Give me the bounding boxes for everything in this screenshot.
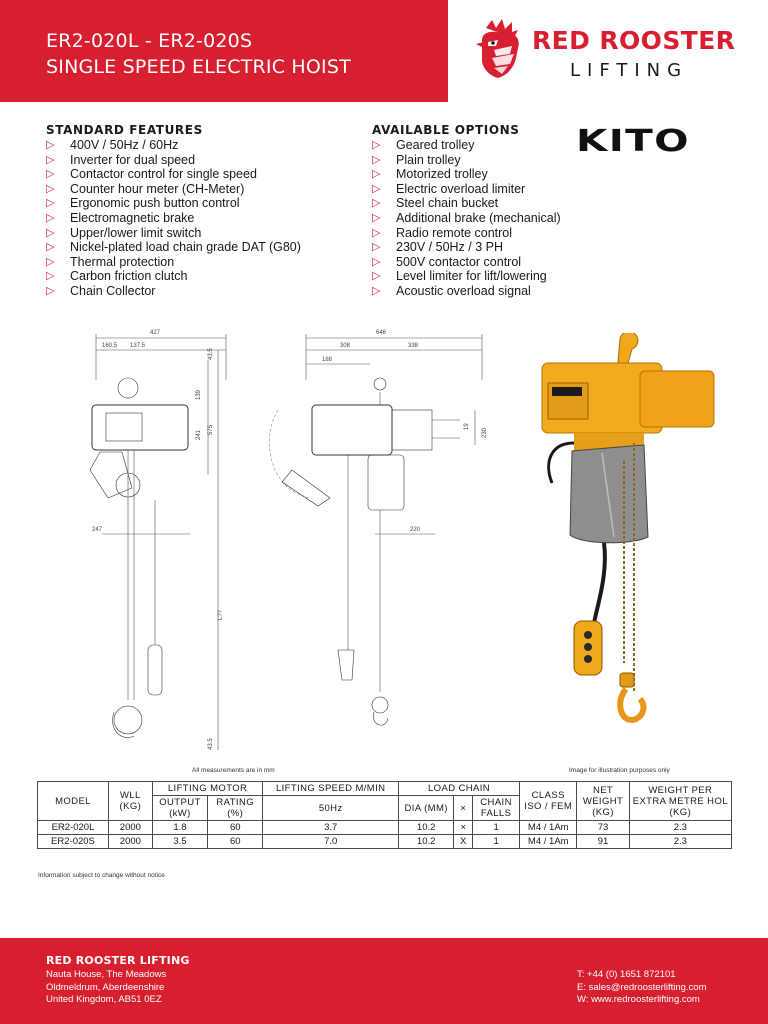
available-options-heading: AVAILABLE OPTIONS (372, 123, 520, 137)
footer-contact (577, 969, 707, 1007)
dim-label: 43.5 (208, 348, 214, 360)
title-line-1: ER2-020L - ER2-020S (46, 30, 253, 52)
dim-label: 575 (208, 424, 214, 435)
cell-output: 3.5 (152, 835, 207, 849)
feature-item: ▷ Chain Collector (46, 284, 301, 299)
option-item: ▷ Additional brake (mechanical) (372, 211, 561, 226)
header-lifting-motor: LIFTING MOTOR (152, 782, 263, 796)
dim-label: 220 (410, 527, 421, 533)
dim-label: 19 (464, 423, 470, 430)
cell-wll: 2000 (108, 835, 152, 849)
cell-falls: 1 (473, 821, 520, 835)
dim-label: 646 (376, 330, 387, 336)
cell-x: × (454, 821, 473, 835)
cell-rating: 60 (208, 821, 263, 835)
brand-name: RED ROOSTER (532, 26, 736, 55)
feature-item: ▷ Contactor control for single speed (46, 167, 301, 182)
cell-net: 91 (577, 835, 629, 849)
option-item: ▷ Level limiter for lift/lowering (372, 269, 561, 284)
feature-item: ▷ Counter hour meter (CH-Meter) (46, 182, 301, 197)
dim-label: 308 (340, 343, 351, 349)
feature-item: ▷ Upper/lower limit switch (46, 226, 301, 241)
option-item: ▷ Electric overload limiter (372, 182, 561, 197)
dim-label: 230 (482, 427, 488, 438)
footer-address (46, 969, 166, 1007)
cell-class: M4 / 1Am (520, 821, 577, 835)
technical-drawing (30, 320, 490, 765)
address-line: Oldmeldrum, Aberdeenshire (46, 981, 165, 993)
info-note: Information subject to change without notice (38, 872, 165, 879)
feature-item: ▷ 400V / 50Hz / 60Hz (46, 138, 301, 153)
header-load-chain: LOAD CHAIN (399, 782, 520, 796)
cell-net: 73 (577, 821, 629, 835)
footer (0, 938, 768, 1024)
available-options-list (372, 138, 561, 299)
feature-item: ▷ Thermal protection (46, 255, 301, 270)
cell-speed: 7.0 (263, 835, 399, 849)
table-row (38, 835, 732, 849)
dim-label: 43.5 (208, 738, 214, 750)
dim-label: 188 (322, 357, 333, 363)
cell-model: ER2-020L (38, 821, 109, 835)
spec-table (37, 781, 732, 849)
cell-x: X (454, 835, 473, 849)
cell-wll: 2000 (108, 821, 152, 835)
cell-per-metre: 2.3 (629, 835, 731, 849)
header-lifting-speed: LIFTING SPEED M/MIN (263, 782, 399, 796)
header-weight-per-metre: WEIGHT PER EXTRA METRE HOL (KG) (629, 782, 731, 821)
feature-item: ▷ Ergonomic push button control (46, 196, 301, 211)
address-line: United Kingdom, AB51 0EZ (46, 994, 162, 1005)
dimensions-note: All measurements are in mm (192, 767, 275, 774)
option-item: ▷ Motorized trolley (372, 167, 561, 182)
feature-item: ▷ Carbon friction clutch (46, 269, 301, 284)
page-title (46, 28, 351, 80)
table-header-row (38, 782, 732, 796)
header-wll: WLL (KG) (108, 782, 152, 821)
header-times: × (454, 796, 473, 821)
cell-falls: 1 (473, 835, 520, 849)
dim-label: L?? (218, 609, 224, 620)
title-line-2: SINGLE SPEED ELECTRIC HOIST (46, 56, 351, 78)
standard-features-list (46, 138, 301, 299)
dim-label: 137.5 (130, 343, 146, 349)
dim-label: 241 (196, 429, 202, 440)
standard-features (46, 123, 301, 299)
header-dia: DIA (MM) (399, 796, 454, 821)
address-line: Nauta House, The Meadows (46, 969, 167, 980)
hoist-illustration (522, 333, 722, 733)
kito-logo: KITO (576, 124, 690, 159)
option-item: ▷ Steel chain bucket (372, 196, 561, 211)
cell-per-metre: 2.3 (629, 821, 731, 835)
dim-label: 338 (408, 343, 419, 349)
header-hz: 50Hz (263, 796, 399, 821)
option-item: ▷ 230V / 50Hz / 3 PH (372, 240, 561, 255)
cell-class: M4 / 1Am (520, 835, 577, 849)
header-model: MODEL (38, 782, 109, 821)
table-row (38, 821, 732, 835)
option-item: ▷ Acoustic overload signal (372, 284, 561, 299)
standard-features-heading: STANDARD FEATURES (46, 123, 203, 137)
header-output: OUTPUT (kW) (152, 796, 207, 821)
cell-dia: 10.2 (399, 835, 454, 849)
option-item: ▷ Geared trolley (372, 138, 561, 153)
cell-model: ER2-020S (38, 835, 109, 849)
cell-speed: 3.7 (263, 821, 399, 835)
image-note: Image for illustration purposes only (569, 767, 670, 774)
dim-label: 427 (150, 330, 161, 336)
available-options (372, 123, 561, 299)
header-net-weight: NET WEIGHT (KG) (577, 782, 629, 821)
header-band (0, 0, 448, 102)
header-rating: RATING (%) (208, 796, 263, 821)
option-item: ▷ Radio remote control (372, 226, 561, 241)
header-class: CLASS ISO / FEM (520, 782, 577, 821)
feature-item: ▷ Electromagnetic brake (46, 211, 301, 226)
contact-email[interactable]: E: sales@redroosterlifting.com (577, 981, 707, 993)
rooster-icon (472, 18, 528, 80)
cell-output: 1.8 (152, 821, 207, 835)
contact-website[interactable]: W: www.redroosterlifting.com (577, 994, 700, 1005)
option-item: ▷ Plain trolley (372, 153, 561, 168)
footer-company: RED ROOSTER LIFTING (46, 954, 190, 967)
red-rooster-logo (472, 18, 762, 88)
dim-label: 247 (92, 527, 103, 533)
cell-dia: 10.2 (399, 821, 454, 835)
feature-item: ▷ Inverter for dual speed (46, 153, 301, 168)
dim-label: 139 (196, 389, 202, 400)
contact-phone[interactable]: T: +44 (0) 1651 872101 (577, 969, 676, 980)
header-chain-falls: CHAIN FALLS (473, 796, 520, 821)
brand-subtitle: LIFTING (570, 60, 689, 81)
dim-label: 160.5 (102, 343, 118, 349)
option-item: ▷ 500V contactor control (372, 255, 561, 270)
cell-rating: 60 (208, 835, 263, 849)
feature-item: ▷ Nickel-plated load chain grade DAT (G80) (46, 240, 301, 255)
